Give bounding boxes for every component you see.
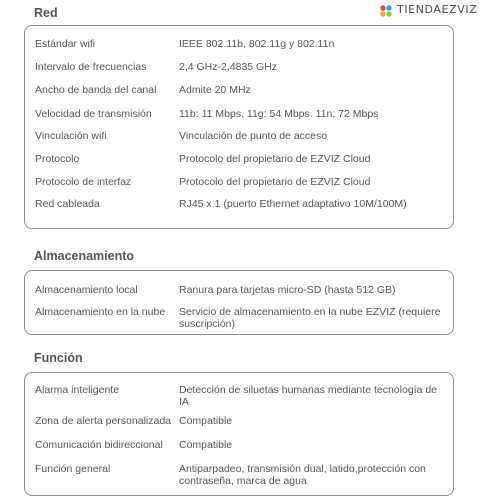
spec-value: Ranura para tarjetas micro-SD (hasta 512 GB) [179, 284, 396, 296]
spec-label: Ancho de banda del canal [35, 84, 157, 96]
spec-label: Velocidad de transmisión [35, 108, 152, 120]
tiendaezviz-logo [379, 3, 491, 21]
spec-value: Protocolo del propietario de EZVIZ Cloud [179, 176, 371, 188]
spec-table-red [24, 25, 454, 229]
spec-label: Almacenamiento local [35, 284, 138, 296]
section-title-almacenamiento: Almacenamiento [34, 249, 135, 263]
spec-label: Intervalo de frecuencias [35, 61, 147, 73]
spec-value: Detección de siluetas humanas mediante tecnología de IA [179, 384, 437, 408]
spec-label: Estándar wifi [35, 38, 96, 50]
spec-label: Protocolo de interfaz [35, 176, 132, 188]
section-title-funcion: Función [34, 351, 83, 365]
spec-label: Red cableada [35, 198, 100, 210]
spec-value: Servicio de almacenamiento en la nube EZVIZ (requiere suscripción) [179, 306, 441, 330]
spec-table-funcion [24, 372, 454, 496]
spec-value: Protocolo del propietario de EZVIZ Cloud [179, 153, 371, 165]
spec-label: Almacenamiento en la nube [35, 306, 166, 318]
spec-table-almacenamiento [24, 270, 454, 335]
spec-label: Función general [35, 463, 111, 475]
spec-value: Admite 20 MHz [179, 84, 251, 96]
spec-label: Zona de alerta personalizada [35, 415, 172, 427]
spec-value: 11b: 11 Mbps. 11g: 54 Mbps. 11n: 72 Mbps [179, 108, 379, 120]
spec-label: Comunicación bidireccional [35, 439, 163, 451]
spec-label: Alarma inteligente [35, 384, 120, 396]
spec-value: Vinculación de punto de acceso [179, 130, 328, 142]
logo-text: TIENDAEZVIZ [397, 3, 478, 16]
section-title-red: Red [34, 6, 58, 20]
spec-label: Protocolo [35, 153, 80, 165]
spec-value: Antiparpadeo, transmisión dual, latido,protección con contraseña, marca de agua [179, 463, 426, 487]
spec-value: Compatible [179, 439, 233, 451]
spec-value: Compatible [179, 415, 233, 427]
spec-value: 2,4 GHz-2,4835 GHz [179, 61, 278, 73]
spec-value: RJ45 x 1 (puerto Ethernet adaptativo 10M/100M) [179, 198, 407, 210]
spec-value: IEEE 802.11b, 802.11g y 802.11n [179, 38, 335, 50]
ezviz-logo-icon [379, 4, 393, 18]
spec-label: Vinculación wifi [35, 130, 107, 142]
